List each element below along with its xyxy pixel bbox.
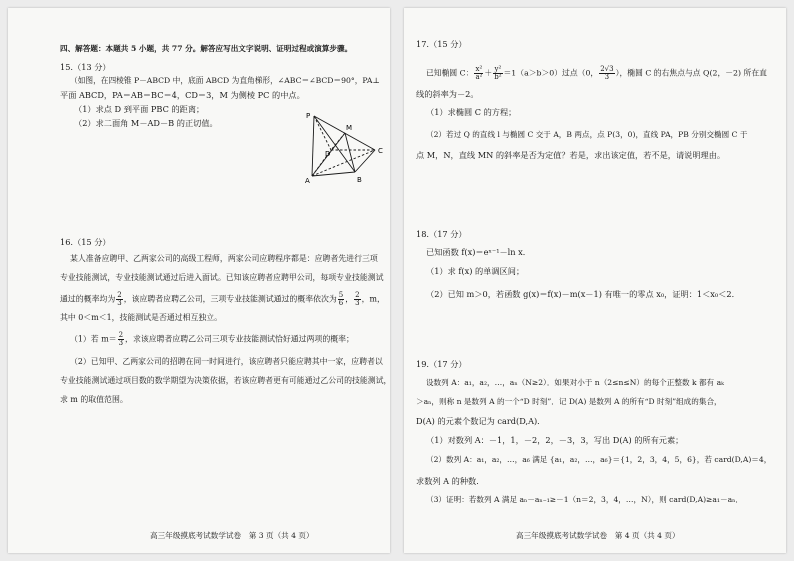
- q18-part2: （2）已知 m＞0，若函数 g(x)＝f(x)－m(x－1) 有唯一的零点 x₀，证明：1＜x₀＜2．: [426, 289, 740, 299]
- q16-p1-line3: 通过的概率均为 $\frac{2}{3}$ ，该应聘者应聘乙公司，三项专业技能测试通过的概率依次为 $\frac{5}{6}$ ， $\frac{2}{3}$ ，m，: [60, 291, 385, 307]
- q15-part2: （2）求二面角 M－AD－B 的正切值。: [74, 118, 218, 128]
- q16-frac-c: $\frac{2}{3}$: [355, 291, 360, 307]
- q16-part1: （1）若 m＝ $\frac{2}{3}$ ，求该应聘者应聘乙公司三项专业技能测试恰好通过两项的概率；: [70, 331, 354, 347]
- q17-frac-x: $\frac{\text{x²}}{\text{a²}}$: [475, 65, 483, 81]
- q19-part1: （1）对数列 A：－1，1，－2，2，－3，3，写出 D(A) 的所有元素；: [426, 435, 684, 445]
- q16-part1-frac: $\frac{2}{3}$: [118, 331, 124, 347]
- q17-line1: 已知椭圆 C： $\frac{\text{x²}}{\text{a²}}$ ＋ $\frac{\text{y²}}{\text{b²}}$ ＝1（a＞b＞0）过点（0， $\frac{2√3}{3}$ ），椭圆 C 的右焦点与点 Q(2，－2) 所在直: [426, 65, 767, 81]
- q17-number: 17.（15 分）: [416, 39, 467, 49]
- q19-part3: （3）证明：若数列 A 满足 aₙ－aₙ₋₁≥－1（n＝2，3，4，…，N），则 card(D,A)≥a₁－aₙ．: [426, 495, 743, 504]
- section-header: 四、解答题：本题共 5 小题，共 77 分。解答应写出文字说明、证明过程或演算步骤。: [60, 44, 353, 53]
- footer-left: 高三年级摸底考试数学试卷 第 3 页（共 4 页）: [150, 531, 314, 540]
- q15-part1: （1）求点 D 到平面 PBC 的距离；: [74, 104, 205, 114]
- q15-stem-line2: 平面 ABCD，PA＝AB＝BC＝4，CD＝3，M 为侧棱 PC 的中点。: [60, 90, 305, 100]
- footer-right: 高三年级摸底考试数学试卷 第 4 页（共 4 页）: [516, 531, 680, 540]
- q19-line1: 设数列 A：a₁，a₂，…，aₙ（N≥2）．如果对小于 n（2≤n≤N）的每个正整数 k 都有 aₖ: [426, 378, 724, 387]
- q16-number: 16.（15 分）: [60, 237, 111, 247]
- fig-label-d: D: [325, 150, 331, 158]
- q17-part1: （1）求椭圆 C 的方程；: [426, 107, 517, 117]
- q17-frac-y: $\frac{\text{y²}}{\text{b²}}$: [494, 65, 502, 81]
- q18-part1: （1）求 f(x) 的单调区间；: [426, 266, 525, 276]
- fig-label-m: M: [346, 124, 353, 132]
- q17-part2-line1: （2）若过 Q 的直线 l 与椭圆 C 交于 A，B 两点，点 P(3，0)，直线 PA，PB 分别交椭圆 C 于: [426, 130, 748, 139]
- q17-part2-line2: 点 M，N，直线 MN 的斜率是否为定值？若是，求出该定值，若不是，请说明理由。: [416, 150, 726, 160]
- q16-frac-a: $\frac{2}{3}$: [117, 291, 122, 307]
- q19-part2-line1: （2）数列 A：a₁，a₂，…，a₆ 满足 {a₁，a₂，…，a₆}＝{1，2，3，4，5，6}，若 card(D,A)＝4，: [426, 455, 772, 464]
- q18-line1: 已知函数 f(x)＝eˣ⁻¹－ln x．: [426, 247, 531, 257]
- exam-page-right: [404, 8, 786, 553]
- fig-label-b: B: [357, 176, 362, 184]
- q16-p1-line2: 专业技能测试，专业技能测试通过后进入面试。已知该应聘者应聘甲公司，每项专业技能测试: [60, 273, 384, 282]
- q19-line2: ＞aₙ，则称 n 是数列 A 的一个“D 时刻”．记 D(A) 是数列 A 的所有“D 时刻”组成的集合，: [416, 397, 722, 406]
- q16-part2-line1: （2）已知甲、乙两家公司的招聘在同一时间进行，该应聘者只能应聘其中一家，应聘者以: [70, 357, 383, 366]
- q16-p1-line4: 其中 0＜m＜1，技能测试是否通过相互独立。: [60, 313, 223, 322]
- q17-frac-point: $\frac{2√3}{3}$: [600, 65, 614, 81]
- fig-label-p: P: [306, 112, 311, 120]
- q16-part2-line3: 求 m 的取值范围。: [60, 395, 128, 404]
- q19-number: 19.（17 分）: [416, 359, 467, 369]
- q17-line2: 线的斜率为－2。: [416, 89, 479, 99]
- pyramid-figure: [304, 110, 390, 184]
- q19-line3: D(A) 的元素个数记为 card(D,A)．: [416, 416, 546, 426]
- fig-label-a: A: [305, 177, 310, 184]
- q19-part2-line2: 求数列 A 的种数．: [416, 476, 485, 486]
- q15-number: 15.（13 分）: [60, 62, 111, 72]
- q18-number: 18.（17 分）: [416, 229, 467, 239]
- fig-label-c: C: [378, 147, 383, 155]
- q15-stem-line1: （如图，在四棱锥 P－ABCD 中，底面 ABCD 为直角梯形，∠ABC＝∠BCD＝90°，PA⊥: [70, 76, 380, 85]
- q16-p1-line1: 某人准备应聘甲、乙两家公司的高级工程师，两家公司应聘程序都是：应聘者先进行三项: [70, 254, 378, 263]
- q16-part2-line2: 专业技能测试通过项目数的数学期望为决策依据，若该应聘者更有可能通过乙公司的技能测试，: [60, 376, 392, 385]
- exam-page-left: [8, 8, 390, 553]
- q16-frac-b: $\frac{5}{6}$: [338, 291, 344, 307]
